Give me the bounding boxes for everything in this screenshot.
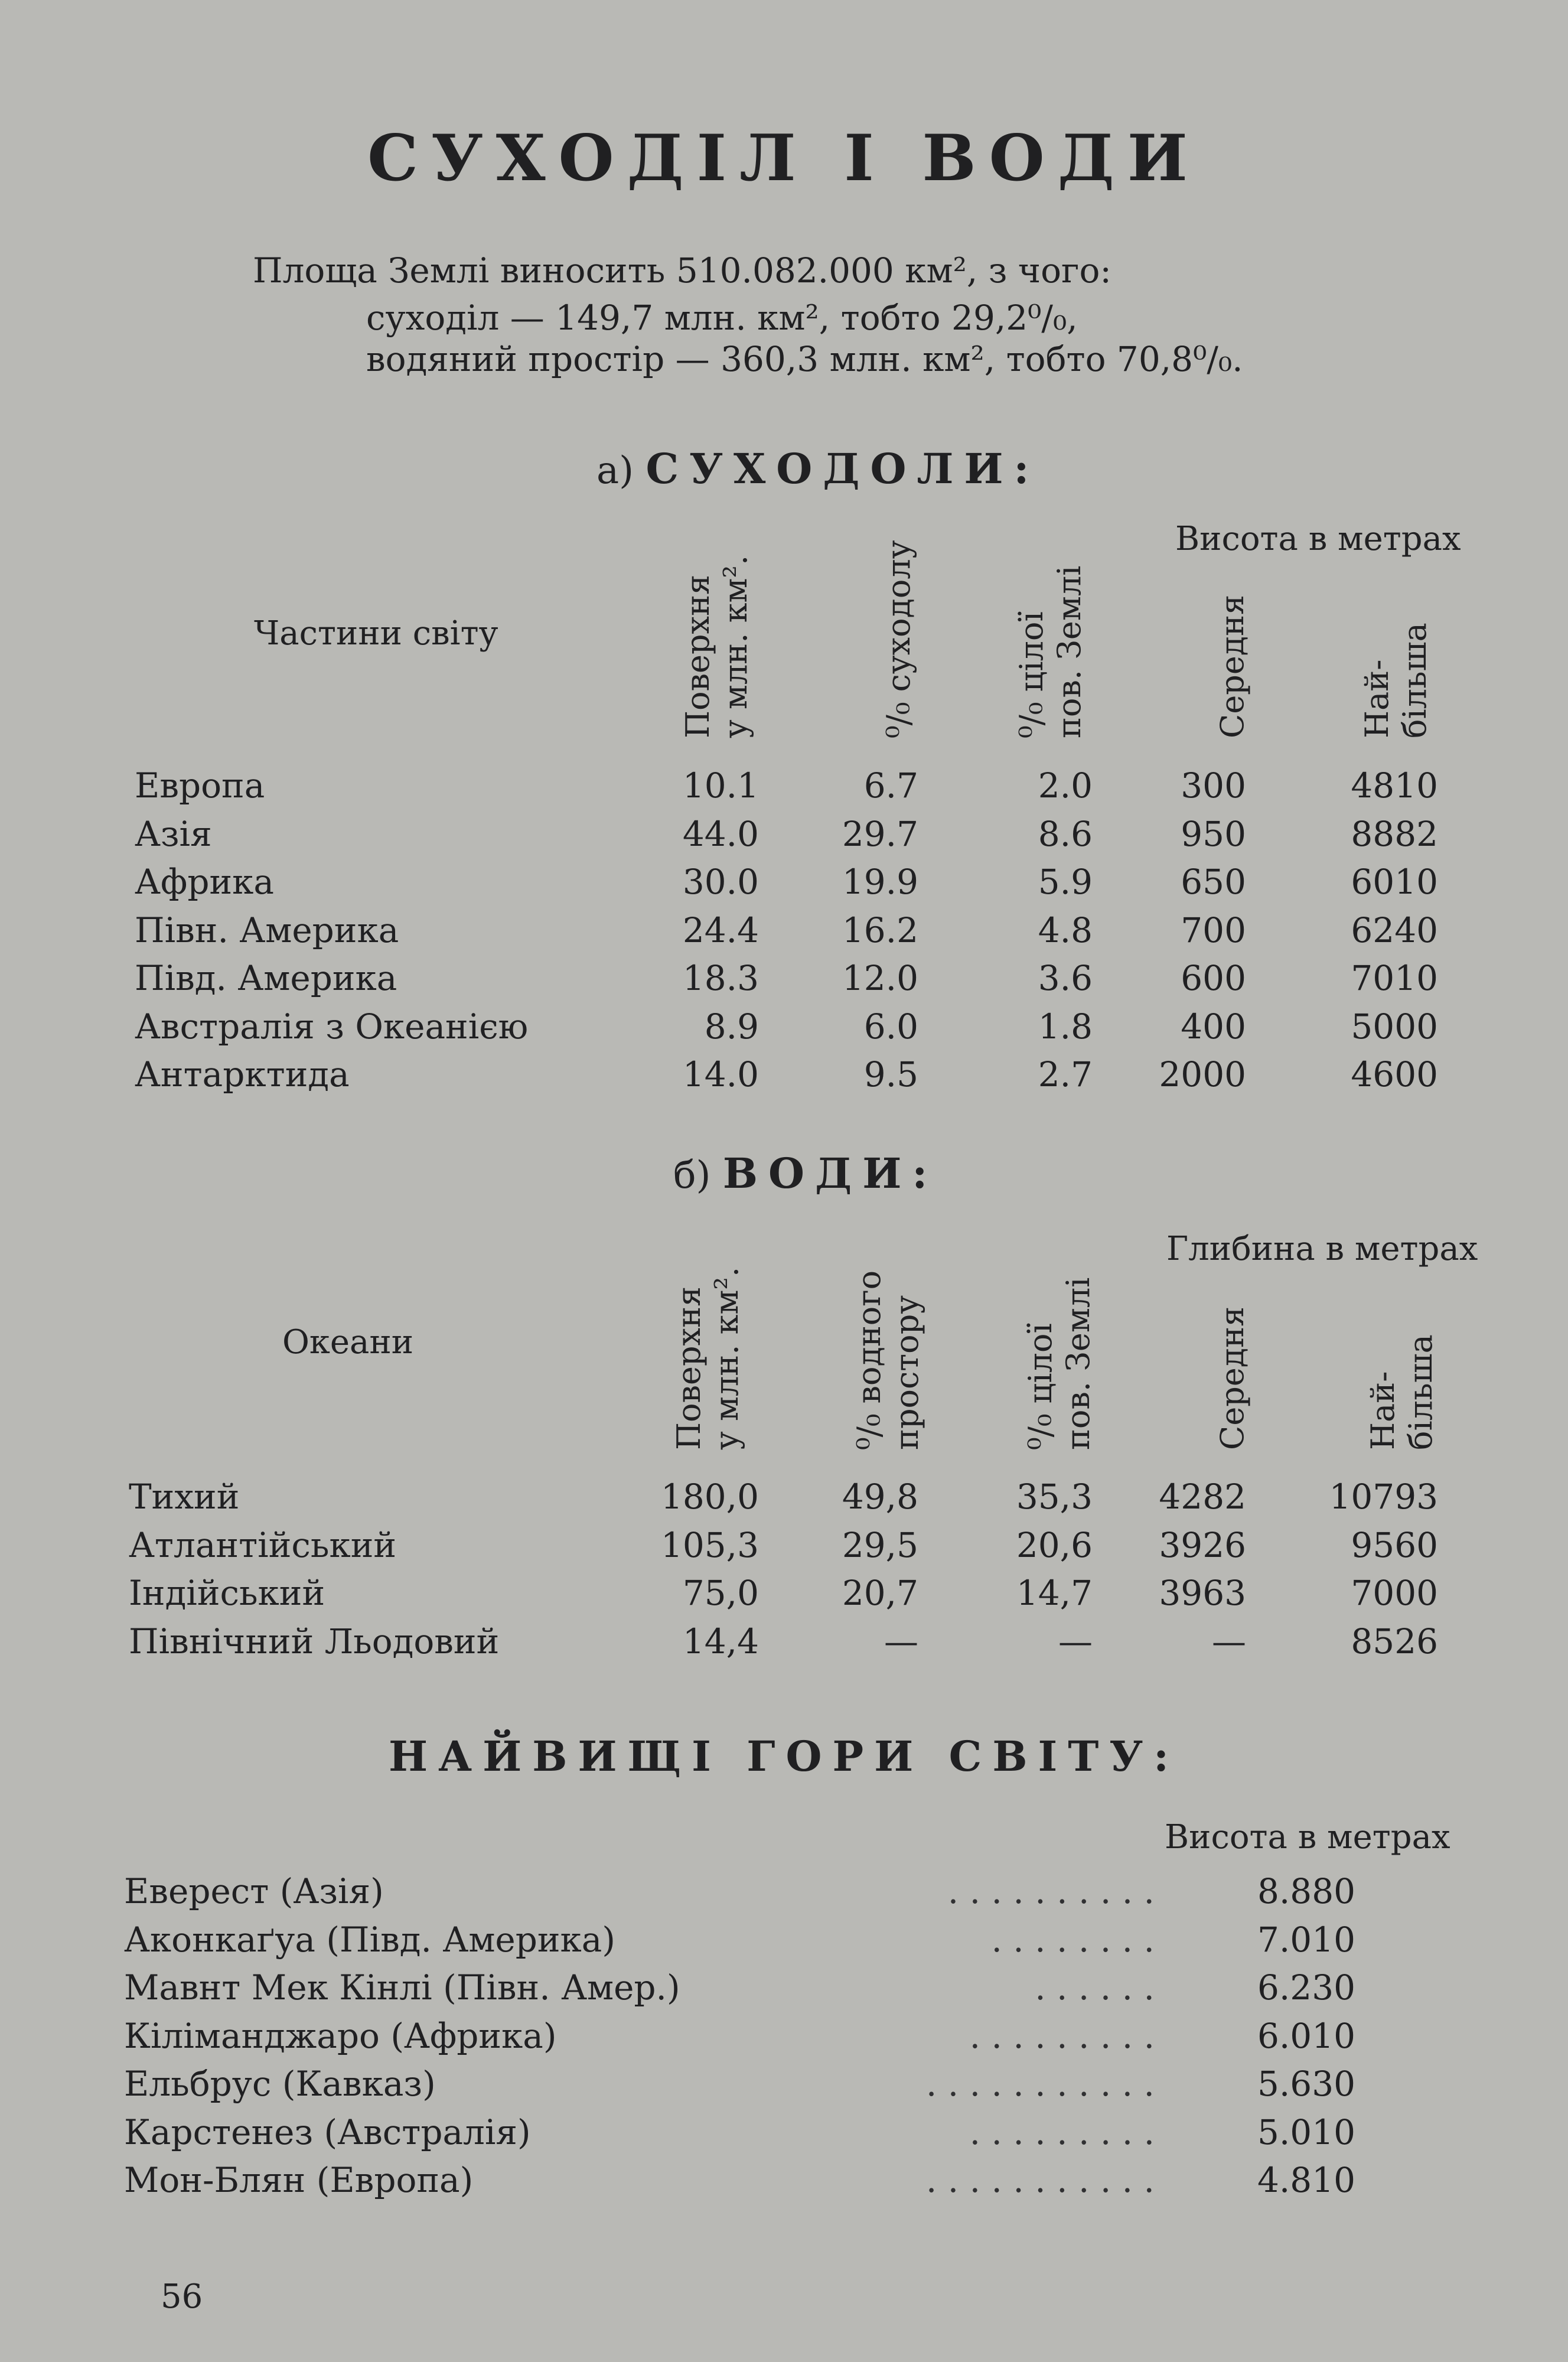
cell-max: 5000 [1351, 1006, 1438, 1047]
table-row [0, 1573, 1568, 1620]
cell-surface: 30.0 [682, 862, 759, 902]
mountain-height: 6.230 [1257, 1967, 1355, 2008]
land-col-max-header: Най- більша [1358, 623, 1433, 738]
leader-dots: . . . . . . . . . [969, 2112, 1155, 2152]
cell-avg: 3963 [1159, 1573, 1246, 1613]
water-section-heading [673, 1149, 938, 1198]
cell-surface: 105,3 [660, 1524, 759, 1565]
row-name: Австралія з Океанією [135, 1006, 529, 1047]
cell-pct-part: 9.5 [863, 1054, 918, 1094]
row-name: Тихий [129, 1477, 240, 1517]
table-row [0, 910, 1568, 957]
list-item [0, 2016, 1568, 2063]
cell-surface: 18.3 [682, 958, 759, 998]
table-row [0, 765, 1568, 813]
cell-surface: 8.9 [704, 1006, 759, 1047]
cell-max: 6010 [1351, 862, 1438, 902]
cell-pct-part: 20,7 [842, 1573, 918, 1613]
land-section-title: СУХОДОЛИ: [646, 444, 1040, 493]
mountain-name: Мавнт Мек Кінлі (Півн. Амер.) [124, 1967, 680, 2008]
mountain-height: 7.010 [1257, 1919, 1355, 1960]
mountain-name: Ельбрус (Кавказ) [124, 2064, 436, 2104]
mountains-section-heading: НАЙВИЩІ ГОРИ СВІТУ: [388, 1732, 1180, 1781]
leader-dots: . . . . . . . . . [969, 2015, 1155, 2056]
mountains-height-header: Висота в метрах [1165, 1818, 1450, 1856]
land-col-pct-earth-header: ⁰/₀ цілої пов. Землі [1013, 565, 1088, 738]
cell-pct-part: — [884, 1621, 918, 1661]
table-row [0, 862, 1568, 909]
list-item [0, 1871, 1568, 1918]
water-row-header: Океани [282, 1323, 414, 1361]
cell-pct-earth: 4.8 [1038, 910, 1093, 950]
cell-avg: 700 [1181, 910, 1246, 950]
table-row [0, 814, 1568, 861]
cell-pct-earth: — [1058, 1621, 1093, 1661]
mountain-height: 8.880 [1257, 1871, 1355, 1911]
cell-surface: 10.1 [682, 765, 759, 806]
row-name: Північний Льодовий [129, 1621, 500, 1661]
list-item [0, 1967, 1568, 2015]
table-row [0, 1525, 1568, 1572]
land-section-heading [596, 444, 1039, 493]
mountain-height: 4.810 [1257, 2160, 1355, 2200]
leader-dots: . . . . . . [1035, 1967, 1155, 2008]
row-name: Півд. Америка [135, 958, 397, 998]
leader-dots: . . . . . . . . . . [947, 1871, 1155, 1911]
cell-pct-earth: 14,7 [1016, 1573, 1093, 1613]
cell-avg: 4282 [1159, 1477, 1246, 1517]
cell-avg: 650 [1181, 862, 1246, 902]
table-row [0, 958, 1568, 1005]
intro-line-3: водяний простір — 360,3 млн. км², тобто 70,8⁰/₀. [366, 339, 1243, 379]
cell-avg: 400 [1181, 1006, 1246, 1047]
mountain-name: Кіліманджаро (Африка) [124, 2015, 557, 2056]
cell-pct-earth: 1.8 [1038, 1006, 1093, 1047]
list-item [0, 1920, 1568, 1967]
cell-surface: 24.4 [682, 910, 759, 950]
cell-max: 4600 [1351, 1054, 1438, 1094]
cell-surface: 180,0 [660, 1477, 759, 1517]
cell-surface: 14,4 [682, 1621, 759, 1661]
cell-max: 6240 [1351, 910, 1438, 950]
water-col-pct-water-header: ⁰/₀ водного простору [850, 1270, 925, 1450]
mountain-name: Карстенез (Австралія) [124, 2112, 531, 2152]
cell-max: 7000 [1351, 1573, 1438, 1613]
water-section-prefix: б) [673, 1154, 711, 1197]
cell-pct-part: 29.7 [842, 813, 918, 854]
list-item [0, 2160, 1568, 2207]
cell-surface: 44.0 [682, 813, 759, 854]
land-row-header: Частини світу [254, 614, 498, 653]
cell-avg: 300 [1181, 765, 1246, 806]
water-col-max-header: Най- більша [1364, 1334, 1439, 1450]
row-name: Африка [135, 862, 274, 902]
row-name: Антарктида [135, 1054, 350, 1094]
cell-pct-part: 49,8 [842, 1477, 918, 1517]
row-name: Півн. Америка [135, 910, 399, 950]
cell-avg: 3926 [1159, 1524, 1246, 1565]
land-col-pct-land-header: ⁰/₀ суходолу [880, 540, 917, 738]
row-name: Індійський [129, 1573, 325, 1613]
cell-max: 8882 [1351, 813, 1438, 854]
land-section-prefix: а) [596, 449, 634, 493]
cell-pct-earth: 35,3 [1016, 1477, 1093, 1517]
cell-max: 8526 [1351, 1621, 1438, 1661]
list-item [0, 2112, 1568, 2159]
leader-dots: . . . . . . . . . . . [925, 2160, 1155, 2200]
leader-dots: . . . . . . . . [991, 1919, 1155, 1960]
water-col-surface-header: Поверхня у млн. км². [670, 1266, 745, 1450]
cell-avg: — [1212, 1621, 1246, 1661]
cell-pct-part: 29,5 [842, 1524, 918, 1565]
cell-surface: 75,0 [682, 1573, 759, 1613]
cell-pct-part: 19.9 [842, 862, 918, 902]
row-name: Азія [135, 813, 212, 854]
mountain-name: Мон-Блян (Европа) [124, 2160, 474, 2200]
land-height-group-header: Висота в метрах [1175, 520, 1461, 558]
intro-line-1: Площа Землі виносить 510.082.000 км², з чого: [253, 250, 1111, 291]
water-col-pct-earth-header: ⁰/₀ цілої пов. Землі [1022, 1277, 1097, 1450]
cell-pct-earth: 3.6 [1038, 958, 1093, 998]
mountain-name: Еверест (Азія) [124, 1871, 384, 1911]
mountain-name: Аконкаґуа (Півд. Америка) [124, 1919, 615, 1960]
page-title: СУХОДІЛ І ВОДИ [367, 121, 1201, 196]
mountain-height: 6.010 [1257, 2015, 1355, 2056]
mountain-height: 5.630 [1257, 2064, 1355, 2104]
cell-avg: 950 [1181, 813, 1246, 854]
cell-surface: 14.0 [682, 1054, 759, 1094]
table-row [0, 1054, 1568, 1102]
intro-line-2: суходіл — 149,7 млн. км², тобто 29,2⁰/₀, [366, 298, 1078, 338]
row-name: Атлантійський [129, 1524, 397, 1565]
water-section-title: ВОДИ: [722, 1149, 938, 1198]
cell-pct-part: 6.7 [863, 765, 918, 806]
water-depth-group-header: Глибина в метрах [1166, 1230, 1478, 1268]
table-row [0, 1006, 1568, 1054]
cell-max: 7010 [1351, 958, 1438, 998]
cell-pct-earth: 8.6 [1038, 813, 1093, 854]
cell-max: 9560 [1351, 1524, 1438, 1565]
cell-pct-earth: 20,6 [1016, 1524, 1093, 1565]
table-row [0, 1621, 1568, 1669]
water-col-avg-header: Середня [1214, 1306, 1251, 1450]
cell-max: 4810 [1351, 765, 1438, 806]
row-name: Европа [135, 765, 265, 806]
cell-pct-earth: 5.9 [1038, 862, 1093, 902]
cell-avg: 600 [1181, 958, 1246, 998]
cell-avg: 2000 [1159, 1054, 1246, 1094]
leader-dots: . . . . . . . . . . . [925, 2064, 1155, 2104]
cell-pct-earth: 2.0 [1038, 765, 1093, 806]
cell-pct-part: 12.0 [842, 958, 918, 998]
mountain-height: 5.010 [1257, 2112, 1355, 2152]
list-item [0, 2064, 1568, 2111]
cell-pct-part: 16.2 [842, 910, 918, 950]
cell-pct-earth: 2.7 [1038, 1054, 1093, 1094]
cell-pct-part: 6.0 [863, 1006, 918, 1047]
land-col-surface-header: Поверхня у млн. км². [679, 555, 754, 738]
land-col-avg-header: Середня [1214, 594, 1251, 738]
table-row [0, 1477, 1568, 1524]
page-number: 56 [161, 2278, 203, 2316]
cell-max: 10793 [1329, 1477, 1438, 1517]
